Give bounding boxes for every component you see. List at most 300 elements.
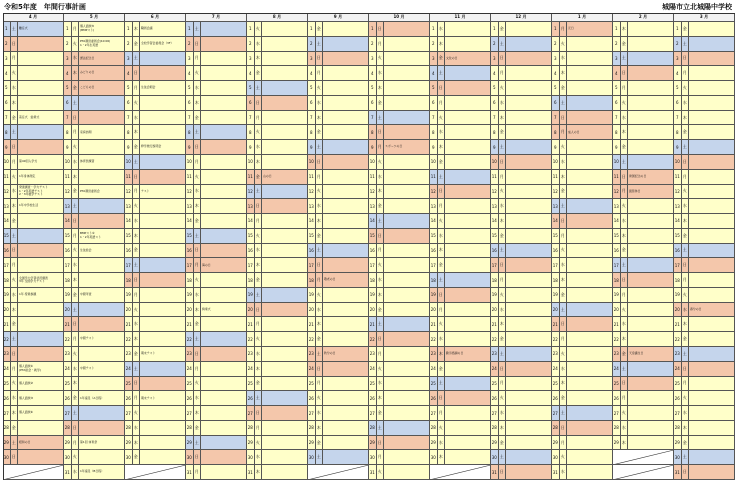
day-event xyxy=(79,170,125,185)
event-text-line: 個人面談① xyxy=(19,364,34,369)
day-number: 2 xyxy=(430,37,438,52)
day-event xyxy=(506,81,552,96)
day-number: 3 xyxy=(125,52,133,67)
day-event xyxy=(628,155,674,170)
day-weekday: 月 xyxy=(11,258,19,273)
day-number: 16 xyxy=(430,244,438,259)
day-weekday: 金 xyxy=(560,391,568,406)
day-weekday: 日 xyxy=(11,347,19,362)
day-weekday: 水 xyxy=(11,81,19,96)
day-weekday: 金 xyxy=(621,37,629,52)
day-event xyxy=(567,170,613,185)
day-number: 12 xyxy=(430,185,438,200)
day-event xyxy=(445,317,491,332)
day-event xyxy=(384,377,430,392)
day-weekday: 金 xyxy=(499,332,507,347)
day-weekday: 日 xyxy=(682,362,690,377)
day-number: 29 xyxy=(491,436,499,451)
day-weekday: 金 xyxy=(560,185,568,200)
day-event xyxy=(18,229,64,244)
day-event xyxy=(201,81,247,96)
day-number: 18 xyxy=(552,273,560,288)
day-number: 16 xyxy=(125,244,133,259)
day-weekday: 水 xyxy=(682,406,690,421)
day-event xyxy=(384,229,430,244)
day-number: 6 xyxy=(3,96,11,111)
day-event xyxy=(689,288,735,303)
event-text-line: (PTA総会・就学) xyxy=(19,367,41,372)
day-weekday: 月 xyxy=(133,185,141,200)
day-weekday: 金 xyxy=(438,155,446,170)
day-number: 1 xyxy=(64,22,72,37)
day-number: 6 xyxy=(369,96,377,111)
day-weekday: 火 xyxy=(72,140,80,155)
day-weekday: 月 xyxy=(438,303,446,318)
day-weekday: 月 xyxy=(11,362,19,377)
day-number: 8 xyxy=(613,125,621,140)
day-number: 9 xyxy=(247,140,255,155)
day-event xyxy=(323,450,369,465)
day-event xyxy=(201,391,247,406)
day-weekday: 金 xyxy=(72,185,80,200)
day-event xyxy=(689,421,735,436)
day-number: 13 xyxy=(613,199,621,214)
day-number: 21 xyxy=(613,317,621,332)
day-number: 17 xyxy=(64,258,72,273)
day-event xyxy=(445,229,491,244)
day-number: 11 xyxy=(247,170,255,185)
day-event xyxy=(567,22,613,37)
day-weekday: 金 xyxy=(255,273,263,288)
event-text-line: テスト xyxy=(141,188,150,193)
day-weekday: 月 xyxy=(255,111,263,126)
day-number: 18 xyxy=(308,273,316,288)
day-event xyxy=(689,229,735,244)
day-event xyxy=(628,140,674,155)
day-number: 11 xyxy=(186,170,194,185)
day-event xyxy=(79,377,125,392)
empty-day-cell xyxy=(3,465,64,480)
day-weekday: 木 xyxy=(72,273,80,288)
day-weekday: 金 xyxy=(72,391,80,406)
day-event xyxy=(567,111,613,126)
day-number: 26 xyxy=(369,391,377,406)
day-number: 7 xyxy=(3,111,11,126)
day-number: 30 xyxy=(247,450,255,465)
nonexistent-day-slash xyxy=(613,450,674,465)
event-text-line: 終業式 xyxy=(202,306,211,311)
day-event xyxy=(79,244,125,259)
day-event xyxy=(262,140,308,155)
event-text-line: 全国学力学習状況調査 xyxy=(19,275,48,280)
day-event xyxy=(506,288,552,303)
day-weekday: 水 xyxy=(621,317,629,332)
day-number: 28 xyxy=(430,421,438,436)
day-number: 12 xyxy=(613,185,621,200)
day-weekday: 日 xyxy=(560,111,568,126)
day-event xyxy=(140,377,186,392)
day-weekday: 水 xyxy=(438,332,446,347)
day-weekday: 木 xyxy=(621,125,629,140)
day-event xyxy=(628,37,674,52)
day-weekday: 火 xyxy=(560,450,568,465)
day-number: 9 xyxy=(125,140,133,155)
month-header: 3 月 xyxy=(674,13,735,22)
day-number: 28 xyxy=(674,421,682,436)
day-weekday: 月 xyxy=(499,66,507,81)
day-event xyxy=(445,185,491,200)
day-weekday: 日 xyxy=(560,421,568,436)
day-number: 16 xyxy=(64,244,72,259)
day-event xyxy=(384,140,430,155)
day-event xyxy=(262,347,308,362)
day-weekday: 水 xyxy=(133,421,141,436)
day-weekday: 火 xyxy=(133,199,141,214)
day-number: 21 xyxy=(552,317,560,332)
day-event xyxy=(201,288,247,303)
day-number: 30 xyxy=(430,450,438,465)
day-weekday: 月 xyxy=(377,450,385,465)
day-number: 11 xyxy=(430,170,438,185)
event-text-line: 家庭訪問 xyxy=(80,129,92,134)
day-weekday: 火 xyxy=(560,244,568,259)
day-number: 21 xyxy=(247,317,255,332)
day-weekday: 日 xyxy=(255,406,263,421)
day-number: 17 xyxy=(491,258,499,273)
day-event xyxy=(18,273,64,288)
day-weekday: 水 xyxy=(255,140,263,155)
day-weekday: 火 xyxy=(438,111,446,126)
day-weekday: 水 xyxy=(377,66,385,81)
day-event xyxy=(628,362,674,377)
day-number: 4 xyxy=(430,66,438,81)
day-number: 17 xyxy=(674,258,682,273)
day-weekday: 金 xyxy=(499,436,507,451)
day-weekday: 木 xyxy=(377,288,385,303)
day-weekday: 金 xyxy=(133,37,141,52)
day-event xyxy=(201,273,247,288)
day-weekday: 土 xyxy=(133,155,141,170)
day-number: 15 xyxy=(613,229,621,244)
day-number: 1 xyxy=(308,22,316,37)
day-event xyxy=(262,185,308,200)
day-number: 29 xyxy=(613,436,621,451)
day-event xyxy=(384,258,430,273)
day-weekday: 金 xyxy=(194,421,202,436)
day-weekday: 木 xyxy=(133,436,141,451)
day-weekday: 土 xyxy=(316,140,324,155)
day-number: 15 xyxy=(552,229,560,244)
day-number: 24 xyxy=(64,362,72,377)
event-text-line: みどりの日 xyxy=(80,70,95,75)
day-number: 23 xyxy=(64,347,72,362)
day-weekday: 日 xyxy=(72,421,80,436)
day-weekday: 火 xyxy=(499,391,507,406)
day-event xyxy=(18,125,64,140)
day-number: 11 xyxy=(3,170,11,185)
day-event xyxy=(140,288,186,303)
day-weekday: 金 xyxy=(499,22,507,37)
day-weekday: 月 xyxy=(560,125,568,140)
day-weekday: 木 xyxy=(438,347,446,362)
day-weekday: 木 xyxy=(194,406,202,421)
month-header: 8 月 xyxy=(247,13,308,22)
day-event xyxy=(140,244,186,259)
day-number: 25 xyxy=(64,377,72,392)
day-weekday: 火 xyxy=(438,214,446,229)
day-number: 4 xyxy=(613,66,621,81)
day-number: 14 xyxy=(64,214,72,229)
day-number: 6 xyxy=(186,96,194,111)
day-event xyxy=(79,111,125,126)
day-event xyxy=(506,22,552,37)
day-event xyxy=(262,155,308,170)
day-event xyxy=(262,111,308,126)
day-event xyxy=(506,258,552,273)
day-event xyxy=(201,436,247,451)
day-weekday: 月 xyxy=(72,22,80,37)
day-number: 26 xyxy=(64,391,72,406)
day-weekday: 水 xyxy=(438,229,446,244)
day-weekday: 金 xyxy=(377,303,385,318)
day-event xyxy=(323,96,369,111)
day-number: 16 xyxy=(491,244,499,259)
day-event xyxy=(79,125,125,140)
day-weekday: 金 xyxy=(316,436,324,451)
day-event xyxy=(567,391,613,406)
day-event xyxy=(140,258,186,273)
day-event xyxy=(18,288,64,303)
day-number: 25 xyxy=(3,377,11,392)
day-number: 22 xyxy=(64,332,72,347)
day-number: 25 xyxy=(308,377,316,392)
day-weekday: 月 xyxy=(316,377,324,392)
day-number: 28 xyxy=(613,421,621,436)
month-header: 12 月 xyxy=(491,13,552,22)
day-weekday: 水 xyxy=(499,96,507,111)
day-number: 30 xyxy=(369,450,377,465)
day-weekday: 木 xyxy=(621,436,629,451)
day-weekday: 火 xyxy=(621,303,629,318)
day-number: 14 xyxy=(186,214,194,229)
day-event xyxy=(140,450,186,465)
day-weekday: 月 xyxy=(255,214,263,229)
day-number: 15 xyxy=(369,229,377,244)
day-weekday: 水 xyxy=(255,37,263,52)
day-weekday: 日 xyxy=(133,377,141,392)
day-number: 20 xyxy=(186,303,194,318)
day-weekday: 土 xyxy=(499,347,507,362)
day-event xyxy=(262,214,308,229)
event-text-line: 1年遠足（A日程） xyxy=(80,395,105,400)
day-weekday: 火 xyxy=(438,317,446,332)
day-event xyxy=(628,66,674,81)
day-event xyxy=(384,317,430,332)
day-event xyxy=(506,377,552,392)
day-number: 20 xyxy=(369,303,377,318)
day-weekday: 水 xyxy=(133,317,141,332)
day-event xyxy=(201,229,247,244)
day-number: 9 xyxy=(491,140,499,155)
day-number: 24 xyxy=(369,362,377,377)
day-number: 20 xyxy=(613,303,621,318)
day-number: 9 xyxy=(369,140,377,155)
day-weekday: 火 xyxy=(316,288,324,303)
day-weekday: 日 xyxy=(621,66,629,81)
day-event xyxy=(567,140,613,155)
day-weekday: 火 xyxy=(377,465,385,480)
day-event xyxy=(567,81,613,96)
day-weekday: 火 xyxy=(11,377,19,392)
day-weekday: 月 xyxy=(377,37,385,52)
event-text-line: 振替休日 xyxy=(629,188,641,193)
day-weekday: 火 xyxy=(72,347,80,362)
day-number: 28 xyxy=(64,421,72,436)
day-number: 23 xyxy=(674,347,682,362)
day-number: 16 xyxy=(552,244,560,259)
day-number: 5 xyxy=(186,81,194,96)
day-weekday: 月 xyxy=(133,288,141,303)
day-event xyxy=(323,125,369,140)
day-number: 26 xyxy=(491,391,499,406)
day-number: 4 xyxy=(186,66,194,81)
day-event xyxy=(689,170,735,185)
day-event xyxy=(18,52,64,67)
day-number: 17 xyxy=(613,258,621,273)
day-number: 3 xyxy=(247,52,255,67)
day-number: 1 xyxy=(186,22,194,37)
day-event xyxy=(445,111,491,126)
day-event xyxy=(323,52,369,67)
day-event xyxy=(79,273,125,288)
day-number: 8 xyxy=(552,125,560,140)
day-number: 10 xyxy=(674,155,682,170)
day-number: 19 xyxy=(3,288,11,303)
day-event xyxy=(323,332,369,347)
day-event xyxy=(689,273,735,288)
day-number: 24 xyxy=(430,362,438,377)
day-weekday: 木 xyxy=(621,332,629,347)
event-text-line: 3年 全国学力テスト xyxy=(19,279,45,284)
day-event xyxy=(689,406,735,421)
day-event xyxy=(567,214,613,229)
day-number: 18 xyxy=(369,273,377,288)
day-weekday: 日 xyxy=(255,303,263,318)
event-text-line: 成人の日 xyxy=(568,129,580,134)
day-number: 29 xyxy=(125,436,133,451)
day-event xyxy=(506,199,552,214)
day-weekday: 日 xyxy=(682,258,690,273)
day-number: 29 xyxy=(674,436,682,451)
day-event xyxy=(262,96,308,111)
day-number: 3 xyxy=(613,52,621,67)
day-weekday: 日 xyxy=(11,140,19,155)
day-weekday: 月 xyxy=(377,347,385,362)
day-event xyxy=(262,22,308,37)
day-weekday: 月 xyxy=(438,96,446,111)
day-weekday: 日 xyxy=(499,258,507,273)
day-number: 18 xyxy=(3,273,11,288)
day-number: 30 xyxy=(308,450,316,465)
day-number: 17 xyxy=(247,258,255,273)
day-event xyxy=(689,362,735,377)
day-number: 19 xyxy=(64,288,72,303)
day-weekday: 木 xyxy=(499,421,507,436)
day-event xyxy=(384,199,430,214)
day-event xyxy=(79,199,125,214)
day-event xyxy=(201,185,247,200)
day-event xyxy=(567,96,613,111)
day-number: 19 xyxy=(247,288,255,303)
day-number: 22 xyxy=(552,332,560,347)
day-weekday: 火 xyxy=(377,52,385,67)
day-event xyxy=(567,229,613,244)
day-weekday: 木 xyxy=(72,66,80,81)
day-weekday: 金 xyxy=(682,436,690,451)
day-number: 10 xyxy=(186,155,194,170)
day-event xyxy=(79,185,125,200)
day-weekday: 土 xyxy=(316,37,324,52)
event-text-line: 建国記念の日 xyxy=(629,173,647,178)
event-text-line: スポーツの日 xyxy=(385,144,403,149)
day-event xyxy=(445,37,491,52)
day-event xyxy=(567,273,613,288)
day-number: 22 xyxy=(369,332,377,347)
day-number: 3 xyxy=(369,52,377,67)
day-number: 7 xyxy=(64,111,72,126)
day-weekday: 水 xyxy=(133,111,141,126)
day-weekday: 金 xyxy=(11,317,19,332)
day-weekday: 金 xyxy=(682,332,690,347)
day-number: 7 xyxy=(369,111,377,126)
day-event xyxy=(384,81,430,96)
day-event xyxy=(445,199,491,214)
day-number: 16 xyxy=(613,244,621,259)
day-weekday: 木 xyxy=(560,66,568,81)
day-event xyxy=(384,244,430,259)
day-weekday: 水 xyxy=(560,258,568,273)
day-event xyxy=(323,81,369,96)
event-text-line: 1年身体測定 xyxy=(19,173,36,178)
empty-day-cell xyxy=(308,465,369,480)
day-event xyxy=(384,96,430,111)
day-number: 2 xyxy=(308,37,316,52)
day-number: 8 xyxy=(125,125,133,140)
day-event xyxy=(18,258,64,273)
day-weekday: 火 xyxy=(621,96,629,111)
day-event xyxy=(567,125,613,140)
day-event xyxy=(262,465,308,480)
day-weekday: 木 xyxy=(133,229,141,244)
day-number: 13 xyxy=(186,199,194,214)
day-weekday: 木 xyxy=(316,214,324,229)
day-event xyxy=(506,317,552,332)
day-number: 12 xyxy=(552,185,560,200)
day-weekday: 日 xyxy=(438,288,446,303)
day-weekday: 日 xyxy=(194,37,202,52)
day-event xyxy=(201,347,247,362)
day-weekday: 土 xyxy=(72,303,80,318)
day-number: 29 xyxy=(64,436,72,451)
day-number: 25 xyxy=(186,377,194,392)
day-event xyxy=(567,52,613,67)
day-number: 7 xyxy=(674,111,682,126)
day-number: 2 xyxy=(247,37,255,52)
day-weekday: 木 xyxy=(11,96,19,111)
day-event xyxy=(18,391,64,406)
day-weekday: 火 xyxy=(72,37,80,52)
day-event xyxy=(567,406,613,421)
